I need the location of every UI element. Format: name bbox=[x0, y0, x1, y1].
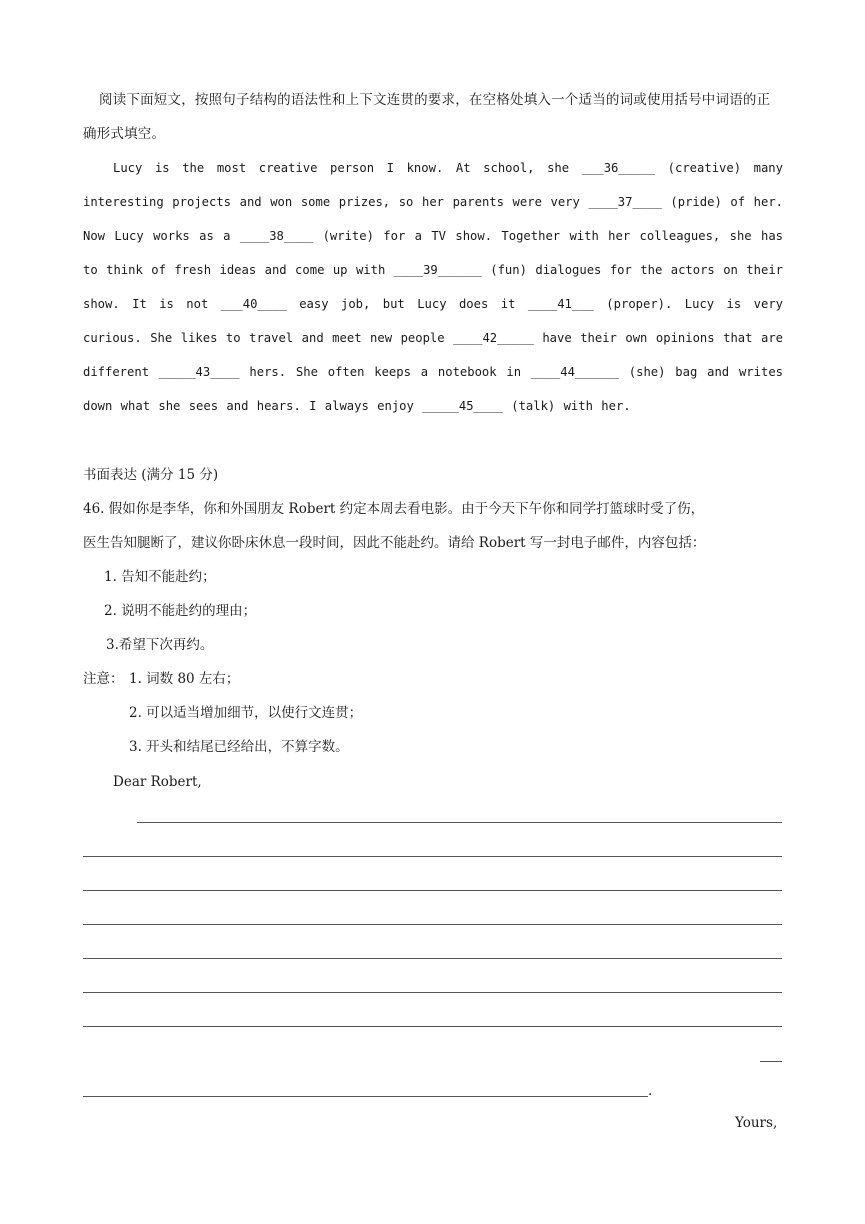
content-point-2: 2. 说明不能赴约的理由； bbox=[104, 603, 257, 619]
content-point-3: 3.希望下次再约。 bbox=[106, 637, 214, 653]
cloze-passage: Lucy is the most creative person I know. At school, she ___36_____ (creative) many interesting projects and won some prizes, so her parents were very ____37____ (pride) of her. Now Lucy works as a ____38____ (write) for a TV show. Together with her colleagues, she has to think of fresh ideas and come up with ____39______ (fun) dialogues for the actors on their show. It is not ___40____ easy job, but Lucy does it ____41___ (proper). Lucy is very curious. She likes to travel and meet new people ____42_____ have their own opinions that are different _____43____ hers. She often keeps a notebook in ____44______ (she) bag and writes down what she sees and hears. I always enjoy _____45____ (talk) with her. bbox=[83, 161, 783, 413]
letter-closing: Yours, bbox=[735, 1115, 778, 1131]
writing-question-line-1: 46. 假如你是李华，你和外国朋友 Robert 约定本周去看电影。由于今天下午你和同学打篮球时受了伤， bbox=[83, 501, 705, 517]
cloze-instruction: 阅读下面短文，按照句子结构的语法性和上下文连贯的要求，在空格处填入一个适当的词或使用括号中词语的正确形式填空。 bbox=[83, 92, 771, 142]
writing-line-5 bbox=[83, 958, 782, 959]
writing-line-1 bbox=[137, 822, 782, 823]
writing-line-4 bbox=[83, 924, 782, 925]
writing-line-6 bbox=[83, 992, 782, 993]
notes-label: 注意： bbox=[83, 671, 124, 687]
writing-end-period: . bbox=[648, 1083, 653, 1099]
writing-line-8-stub bbox=[760, 1061, 782, 1062]
letter-greeting: Dear Robert, bbox=[113, 774, 202, 790]
writing-question-line-2: 医生告知腿断了，建议你卧床休息一段时间，因此不能赴约。请给 Robert 写一封电子邮件，内容包括： bbox=[83, 535, 706, 551]
writing-line-3 bbox=[83, 890, 782, 891]
writing-line-2 bbox=[83, 856, 782, 857]
writing-line-7 bbox=[83, 1026, 782, 1027]
writing-line-9 bbox=[83, 1096, 648, 1097]
note-2: 2. 可以适当增加细节，以使行文连贯； bbox=[129, 705, 363, 721]
note-3: 3. 开头和结尾已经给出，不算字数。 bbox=[129, 739, 349, 755]
note-1: 1. 词数 80 左右； bbox=[129, 671, 240, 687]
content-point-1: 1. 告知不能赴约； bbox=[104, 569, 216, 585]
writing-section-title: 书面表达 (满分 15 分) bbox=[83, 467, 219, 483]
